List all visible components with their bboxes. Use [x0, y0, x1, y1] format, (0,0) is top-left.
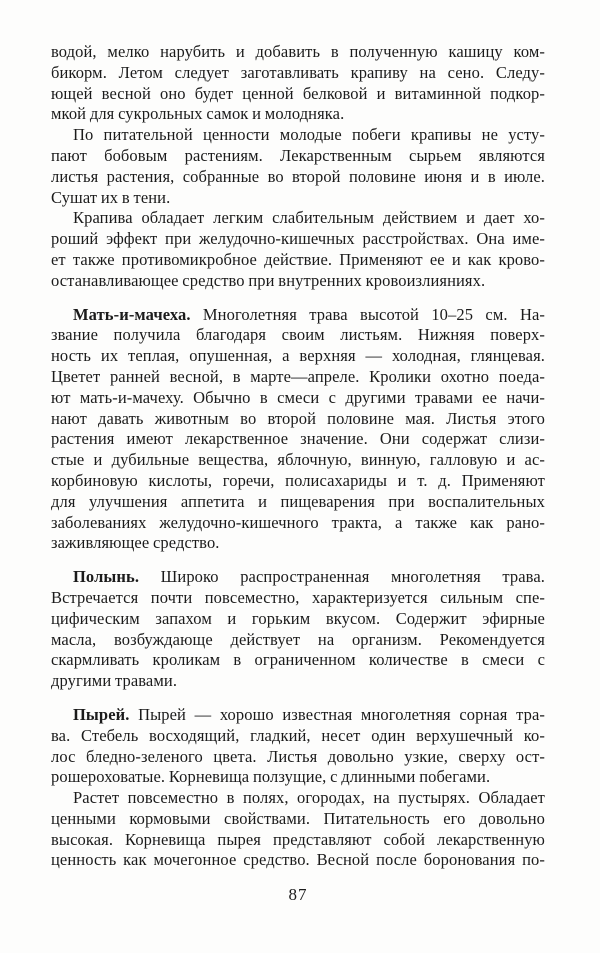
- text-line: По питательной ценности молодые побеги крапивы не усту-: [73, 125, 545, 145]
- text-line: стые и дубильные вещества, яблочную, винную, галловую и ас-: [51, 450, 545, 470]
- text-line: ва. Стебель восходящий, гладкий, несет один верхушечный ко-: [51, 725, 545, 745]
- text-line: [51, 567, 545, 588]
- paragraph: [51, 705, 545, 788]
- paragraph: [51, 42, 545, 125]
- text-line: для улучшения аппетита и пищеварения при воспалительных: [51, 491, 545, 511]
- text-line: ющей весной оно будет ценной белковой и витаминной подкор-: [51, 83, 545, 103]
- text-line: ют мать-и-мачеху. Обычно в смеси с другими травами ее начи-: [51, 387, 545, 407]
- text-line: нают давать животным во второй половине мая. Листья этого: [51, 408, 545, 428]
- text-line: Цветет ранней весной, в марте—апреле. Кролики охотно поеда-: [51, 366, 545, 386]
- page-number: 87: [288, 885, 308, 904]
- text-line: останавливающее средство при внутренних кровоизлияниях.: [51, 270, 486, 290]
- text-line: скармливать кроликам в ограниченном количестве в смеси с: [51, 650, 545, 670]
- text-line: ценность как мочегонное средство. Весной после боронования по-: [51, 850, 545, 870]
- text-line: водой, мелко нарубить и добавить в полученную кашицу ком-: [51, 42, 545, 61]
- line-text: Широко распространенная многолетняя трава.: [160, 567, 545, 587]
- paragraph: [51, 305, 545, 555]
- text-line: Крапива обладает легким слабительным действием и дает хо-: [73, 208, 545, 228]
- text-line: Растет повсеместно в полях, огородах, на пустырях. Обладает: [73, 788, 545, 808]
- text-line: корбиновую кислоты, горечи, полисахариды и т. д. Применяют: [51, 470, 545, 490]
- text-line: рошероховатые. Корневища ползущие, с длинными побегами.: [51, 767, 491, 787]
- text-line: [51, 305, 545, 326]
- text-line: масла, возбуждающе действует на организм. Рекомендуется: [51, 629, 545, 649]
- text-line: [51, 705, 545, 726]
- text-line: ность их теплая, опушенная, а верхняя — холодная, глянцевая.: [51, 346, 545, 366]
- paragraph: [51, 208, 545, 291]
- term-lead: Полынь.: [73, 567, 140, 587]
- text-line: бикорм. Летом следует заготавливать крапиву на сено. Следу-: [51, 62, 545, 82]
- text-line: пают бобовым растениям. Лекарственным сырьем являются: [51, 145, 545, 165]
- text-block: [51, 42, 545, 871]
- text-line: роший эффект при желудочно-кишечных расстройствах. Она име-: [51, 229, 545, 249]
- text-line: высокая. Корневища пырея представляют собой лекарственную: [51, 829, 545, 849]
- text-line: звание получила благодаря своим листьям. Нижняя поверх-: [51, 325, 545, 345]
- paragraph: [51, 125, 545, 208]
- line-text: Пырей — хорошо известная многолетняя сорная тра-: [138, 704, 545, 724]
- term-lead: Пырей.: [73, 704, 130, 724]
- paragraph: [51, 567, 545, 692]
- line-text: Многолетняя трава высотой 10–25 см. На-: [202, 304, 545, 324]
- text-line: Сушат их в тени.: [51, 187, 171, 207]
- text-line: цифическим запахом и горьким вкусом. Содержит эфирные: [51, 608, 545, 628]
- text-line: мкой для сукрольных самок и молодняка.: [51, 104, 345, 124]
- text-line: Встречается почти повсеместно, характеризуется сильным спе-: [51, 587, 545, 607]
- text-line: растения имеют лекарственное значение. Они содержат слизи-: [51, 429, 545, 449]
- text-line: заживляющее средство.: [51, 533, 220, 553]
- paragraph: [51, 788, 545, 871]
- term-lead: Мать-и-мачеха.: [73, 304, 191, 324]
- text-line: ет также противомикробное действие. Применяют ее и как крово-: [51, 249, 545, 269]
- text-line: листья растения, собранные во второй половине июня и в июле.: [51, 166, 545, 186]
- text-line: ценными кормовыми свойствами. Питательность его довольно: [51, 808, 545, 828]
- text-line: другими травами.: [51, 671, 178, 691]
- text-line: заболеваниях желудочно-кишечного тракта, а также как рано-: [51, 512, 545, 532]
- text-line: лос бледно-зеленого цвета. Листья довольно узкие, сверху ост-: [51, 746, 545, 766]
